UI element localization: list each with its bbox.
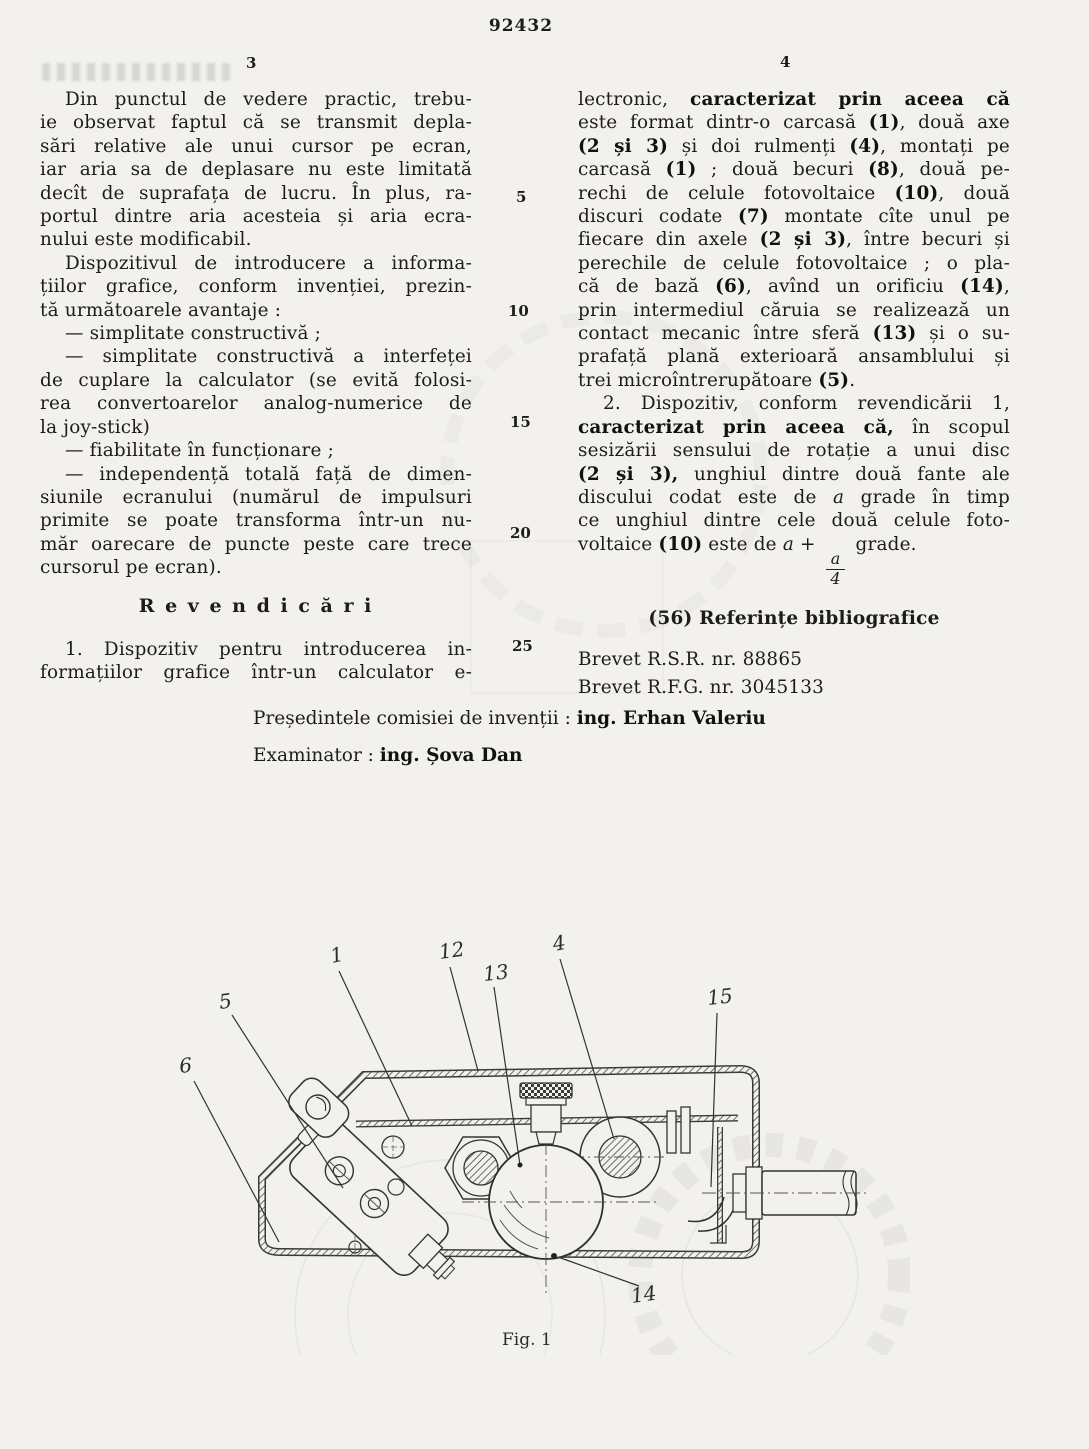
text-line: fiecare din axele (2 și 3), între becuri și (578, 229, 1011, 251)
microswitch-bracket (275, 1108, 474, 1300)
leader-13-endpoint (518, 1163, 523, 1168)
figure-ref-1: 1 (328, 941, 346, 968)
figure-1-drawing (150, 925, 910, 1355)
page-number-right: 4 (780, 53, 791, 71)
text-line: ie observat faptul că se transmit depla- (40, 112, 472, 134)
figure-ref-4: 4 (550, 930, 568, 956)
text-line: contact mecanic între sferă (13) și o su- (578, 323, 1010, 345)
text-line: voltaice (10) este de a + $\frac{a}{4}$ grade. (578, 533, 917, 588)
text-line: perechile de celule fotovoltaice ; o pla- (578, 252, 1010, 274)
left-column (40, 88, 472, 684)
text-line: sări relative ale unui cursor pe ecran, (40, 135, 472, 157)
text-line: Președintele comisiei de invenții : ing. Erhan Valeriu (253, 708, 766, 729)
text-line: formațiilor grafice într-un calculator e- (40, 661, 472, 683)
right-column (578, 88, 1010, 701)
knurled-knob (520, 1083, 572, 1144)
text-line: măr oarecare de puncte peste care trece (40, 533, 472, 555)
text-line: la joy-stick) (40, 416, 150, 438)
text-line: — fiabilitate în funcționare ; (65, 440, 335, 462)
text-line: rea convertoarelor analog-numerice de (40, 393, 472, 415)
claims-heading: R e v e n d i c ă r i (138, 594, 374, 617)
text-line: Din punctul de vedere practic, trebu- (65, 89, 472, 110)
references-list (578, 646, 1010, 701)
text-line: discului codat este de a grade în timp (578, 486, 1010, 508)
text-line: prafață plană exterioară ansamblului și (578, 346, 1010, 368)
left-column-body (40, 88, 472, 580)
faint-stamp (42, 63, 237, 81)
text-line: nului este modificabil. (40, 229, 252, 251)
figure-ref-14: 14 (629, 1280, 658, 1308)
figure-ref-5: 5 (217, 988, 234, 1014)
text-line: (2 și 3), unghiul dintre două fante ale (578, 463, 1011, 485)
text-line: trei microîntrerupătoare (5). (578, 369, 856, 391)
contact-point (551, 1253, 557, 1259)
text-line: Examinator : ing. Șova Dan (253, 745, 523, 767)
figure-ref-6: 6 (178, 1052, 194, 1078)
figure-ref-12: 12 (437, 936, 466, 964)
line-number-20: 20 (510, 524, 531, 542)
text-line: discuri codate (7) montate cîte unul pe (578, 206, 1011, 228)
figure-ref-13: 13 (482, 959, 510, 986)
text-line: tă următoarele avantaje : (40, 299, 282, 321)
references-heading: (56) Referințe bibliografice (648, 608, 940, 630)
figure-caption: Fig. 1 (502, 1330, 552, 1350)
text-line: prin intermediul căruia se realizează un (578, 299, 1010, 321)
line-number-10: 10 (508, 302, 529, 320)
text-line: Brevet R.S.R. nr. 88865 (578, 649, 803, 671)
text-line: sesizării sensului de rotație a unui disc (578, 440, 1010, 462)
text-line: iar aria sa de deplasare nu este limitată (40, 159, 472, 181)
text-line: este format dintr-o carcasă (1), două axe (578, 112, 1010, 134)
signature-block (253, 707, 853, 768)
claim-1-text (40, 638, 472, 685)
figure-ref-15: 15 (706, 983, 734, 1010)
text-line: — simplitate constructivă a interfeței (65, 346, 472, 368)
page-number-left: 3 (246, 54, 257, 72)
line-number-5: 5 (516, 188, 527, 206)
text-line: primite se poate transforma într-un nu- (40, 510, 472, 532)
text-line: Dispozitivul de introducere a informa- (65, 252, 472, 274)
text-line: lectronic, caracterizat prin aceea că (578, 89, 1010, 110)
text-line: că de bază (6), avînd un orificiu (14), (578, 276, 1010, 298)
text-line: — simplitate constructivă ; (65, 323, 322, 345)
text-line: Brevet R.F.G. nr. 3045133 (578, 676, 825, 698)
text-line: cursorul pe ecran). (40, 557, 222, 579)
patent-number: 92432 (488, 16, 554, 36)
cable-connector (688, 1167, 868, 1243)
figure-1 (150, 925, 910, 1355)
text-line: — independență totală față de dimen- (65, 463, 472, 485)
contact-pins (667, 1107, 690, 1153)
text-line: decît de suprafața de lucru. În plus, ra- (40, 182, 472, 204)
fraction: $\frac{a}{4}$ (826, 551, 846, 588)
line-number-25: 25 (512, 637, 533, 655)
text-line: de cuplare la calculator (se evită folosi- (40, 369, 472, 391)
text-line: ce unghiul dintre cele două celule foto- (578, 510, 1010, 532)
text-line: (2 și 3) și doi rulmenți (4), montați pe (578, 135, 1010, 157)
text-line: rechi de celule fotovoltaice (10), două (578, 182, 1011, 204)
text-line: caracterizat prin aceea că, în scopul (578, 416, 1011, 438)
line-number-15: 15 (510, 413, 531, 431)
text-line: 2. Dispozitiv, conform revendicării 1, (603, 393, 1010, 415)
text-line: țiilor grafice, conform invenției, prezin- (40, 276, 472, 298)
text-line: portul dintre aria acesteia și aria ecra- (40, 206, 472, 228)
text-line: siunile ecranului (numărul de impulsuri (40, 486, 472, 508)
right-column-body (578, 88, 1010, 587)
text-line: 1. Dispozitiv pentru introducerea in- (65, 638, 472, 660)
text-line: carcasă (1) ; două becuri (8), două pe- (578, 159, 1011, 181)
